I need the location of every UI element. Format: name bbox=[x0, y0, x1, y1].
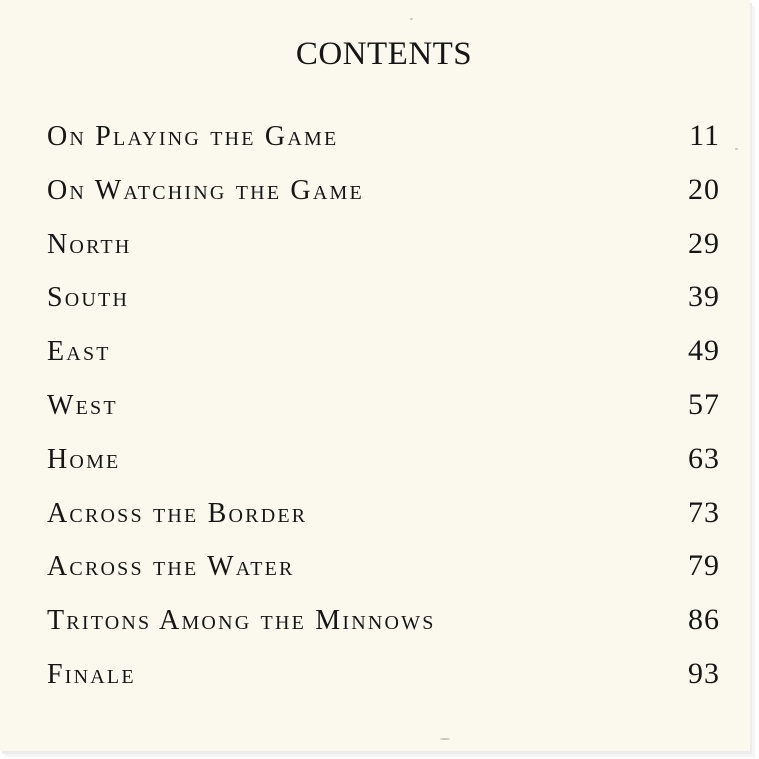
contents-entry bbox=[47, 277, 720, 331]
entry-title: West bbox=[47, 389, 118, 421]
entry-title: East bbox=[47, 336, 111, 368]
entry-title: On Watching the Game bbox=[47, 174, 364, 206]
entry-page-number: 79 bbox=[688, 549, 720, 583]
entry-page-number: 39 bbox=[688, 280, 720, 314]
entry-page-number: 11 bbox=[689, 119, 720, 152]
entry-page-number: 63 bbox=[688, 441, 720, 475]
entry-title: Across the Border bbox=[47, 497, 308, 529]
entry-title: Tritons Among the Minnows bbox=[47, 605, 436, 637]
contents-entry bbox=[47, 546, 720, 600]
entry-page-number: 73 bbox=[688, 495, 720, 529]
entry-page-number: 86 bbox=[688, 603, 720, 637]
entry-title: On Playing the Game bbox=[47, 121, 339, 152]
entry-page-number: 57 bbox=[688, 387, 720, 421]
entry-title: Finale bbox=[47, 658, 136, 690]
page-title: CONTENTS bbox=[295, 36, 473, 72]
contents-entry bbox=[47, 170, 720, 224]
contents-entry bbox=[47, 439, 720, 493]
contents-entry bbox=[47, 331, 720, 385]
contents-entry bbox=[47, 224, 720, 278]
contents-entry bbox=[47, 385, 720, 439]
contents-entry bbox=[47, 493, 720, 547]
contents-entry bbox=[47, 116, 720, 170]
entry-page-number: 49 bbox=[688, 334, 720, 368]
contents-list bbox=[47, 116, 720, 708]
paper-speck bbox=[735, 148, 738, 150]
contents-entry bbox=[47, 654, 720, 708]
entry-page-number: 29 bbox=[688, 226, 720, 260]
entry-title: Across the Water bbox=[47, 551, 295, 583]
entry-title: Home bbox=[47, 443, 121, 475]
paper-speck bbox=[440, 738, 450, 740]
paper-speck bbox=[410, 18, 413, 20]
entry-title: North bbox=[47, 228, 132, 260]
entry-title: South bbox=[47, 282, 130, 314]
entry-page-number: 20 bbox=[688, 172, 720, 206]
entry-page-number: 93 bbox=[688, 656, 720, 690]
contents-entry bbox=[47, 600, 720, 654]
